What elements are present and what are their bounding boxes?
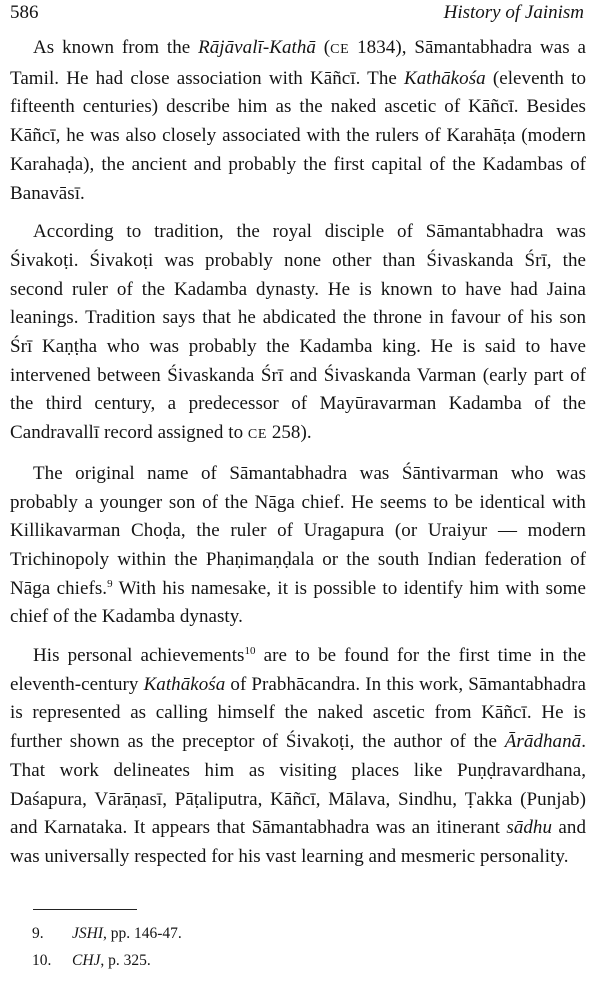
text-run: (eleventh to fifteenth centuries) describe him as the naked ascetic of Kāñcī. Besides Kāñcī, he was also closely associated with the rulers of Karahāṭa (modern Karahaḍa), the ancient and probably the first capital of the Kadambas of Banavāsī. — [10, 67, 586, 204]
text-run: . That work delineates him as visiting places like Puṇḍravardhana, Daśapura, Vārāṇasī, Pāṭaliputra, Kāñcī, Mālava, Sindhu, Ṭakka (Punjab) and Karnataka. It appears that Sāmantabhadra was an itinerant — [10, 731, 586, 839]
footnote-9 — [32, 925, 182, 952]
text-run: 258). — [267, 422, 312, 444]
italic-text: Rājāvalī-Kathā — [198, 37, 316, 58]
footnote-number: 10. — [32, 952, 52, 969]
footnotes — [32, 925, 182, 979]
text-run: are to be found for the first time in the eleventh-century — [10, 645, 586, 695]
running-title: History of Jainism — [443, 2, 584, 23]
italic-text: CHJ — [72, 952, 101, 969]
page-number: 586 — [10, 2, 39, 23]
paragraph-1 — [10, 34, 586, 208]
footnote-10 — [32, 952, 182, 979]
paragraph-4 — [10, 642, 586, 872]
footnote-rule — [33, 909, 137, 910]
text-run: According to tradition, the royal disciple of Sāmantabhadra was Śivakoṭi. Śivakoṭi was probably none other than Śivaskanda Śrī, the second ruler of the Kadamba dynasty. He is known to have had Jaina leanings. Tradition says that he abdicated the throne in favour of his son Śrī Kaṇṭha who was probably the Kadamba king. He is said to have intervened between Śivaskanda Śrī and Śivaskanda Varman (early part of the third century, a predecessor of Mayūravarman Kadamba of the Candravallī record assigned to — [10, 221, 586, 444]
italic-text: Ārādhanā — [504, 731, 582, 753]
text-run: As known from the — [33, 37, 199, 58]
footnote-number: 9. — [32, 925, 44, 942]
text-run: With his namesake, it is possible to identify him with some chief of the Kadamba dynasty. — [10, 577, 586, 628]
text-run: , pp. 146-47. — [103, 925, 182, 942]
body-text — [10, 34, 586, 882]
footnote-reference: 9 — [107, 577, 113, 590]
footnote-text — [72, 925, 182, 943]
footnote-text — [72, 952, 151, 970]
paragraph-3 — [10, 460, 586, 632]
footnote-reference: 10 — [244, 645, 256, 658]
text-run: The original name of Sāmantabhadra was Śāntivarman who was probably a younger son of the Nāga chief. He seems to be identical with Killikavarman Choḍa, the ruler of Uragapura (or Uraiyur — modern Trichinopoly within the Phaṇimaṇḍala or the south Indian federation of Nāga chiefs. — [10, 462, 586, 599]
italic-text: sādhu — [506, 817, 553, 839]
page-header — [10, 2, 584, 28]
text-run: , p. 325. — [100, 952, 151, 969]
paragraph-2 — [10, 218, 586, 450]
small-caps-text: CE — [247, 427, 268, 443]
italic-text: JSHI — [72, 925, 103, 942]
italic-text: Kathākośa — [143, 673, 226, 695]
text-run: ( — [315, 37, 331, 58]
text-run: and was universally respected for his vast learning and mesmeric personality. — [10, 817, 586, 867]
small-caps-text: CE — [330, 42, 350, 57]
text-run: 1834), Sāmantabhadra was a Tamil. He had close association with Kāñcī. The — [10, 37, 586, 89]
text-run: of Prabhācandra. In this work, Sāmantabhadra is represented as calling himself the naked ascetic from Kāñcī. He is further shown as the preceptor of Śivakoṭi, the author of the — [10, 673, 586, 753]
italic-text: Kathākośa — [403, 67, 486, 89]
text-run: His personal achievements — [33, 645, 245, 667]
